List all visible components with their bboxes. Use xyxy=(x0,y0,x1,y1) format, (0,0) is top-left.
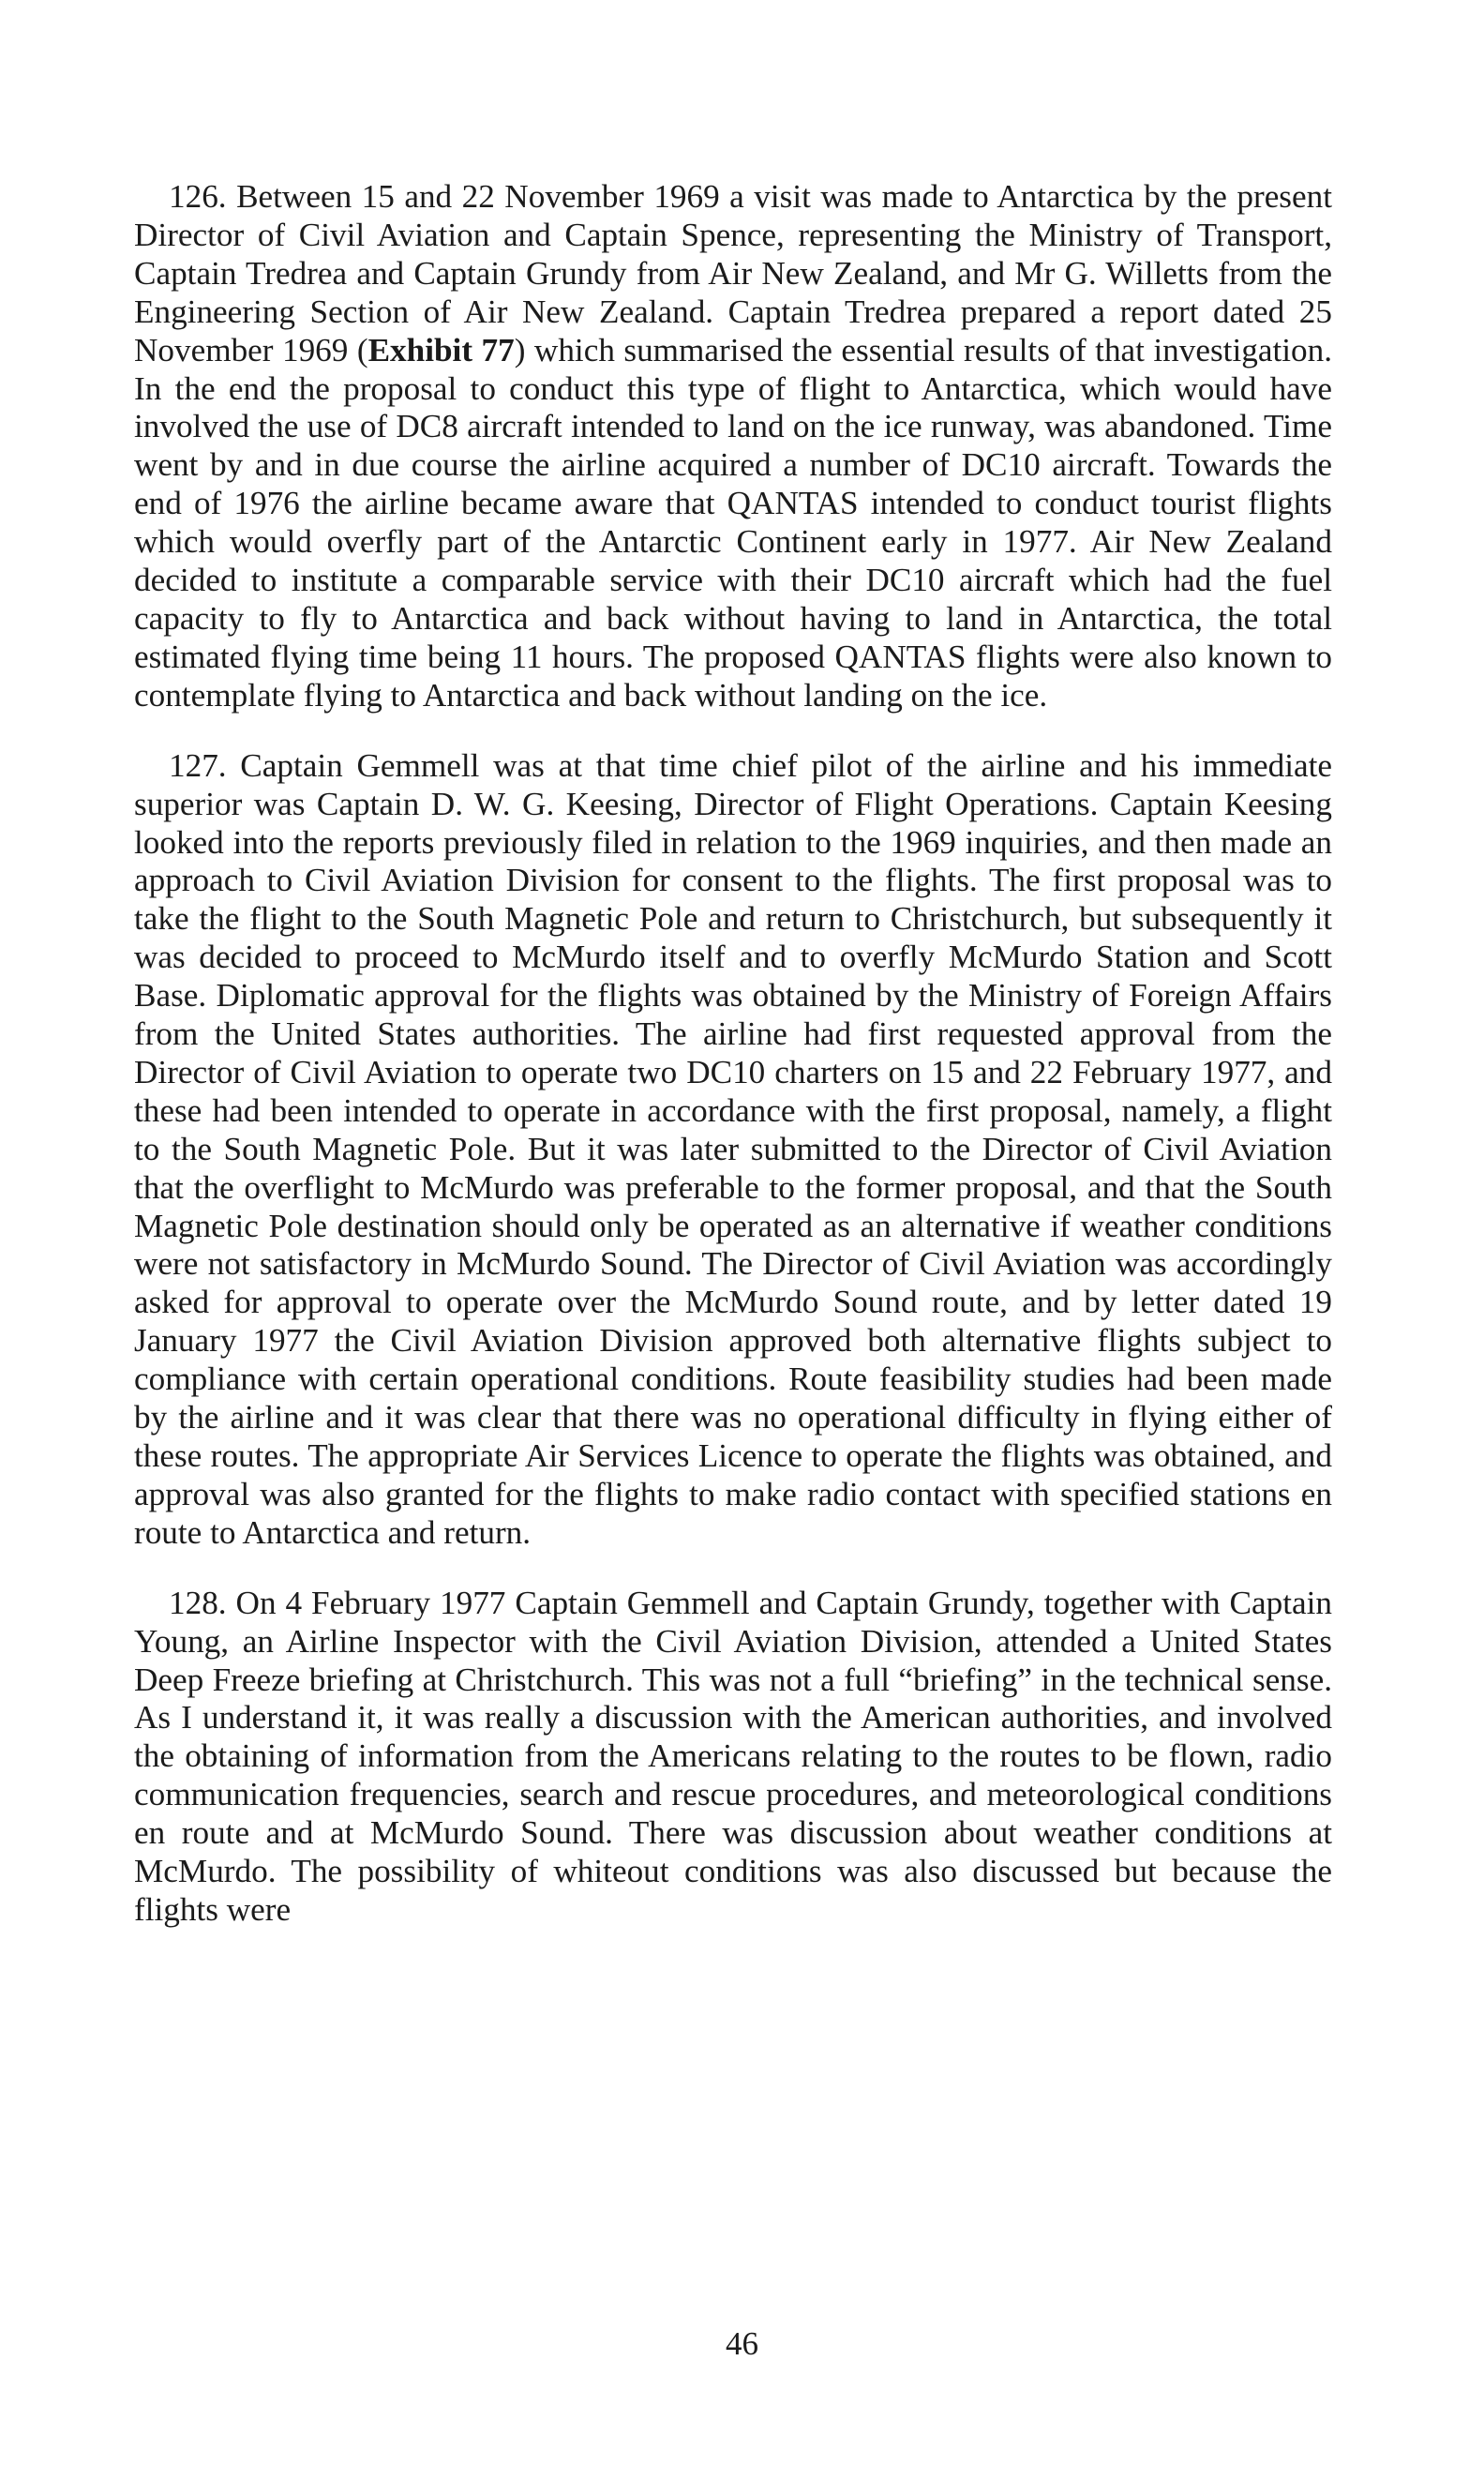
paragraph-126-text-end: ) which summarised the essential results of that investigation. In the end the proposal to conduct this type of flight to Antarctica, which would have involved the use of DC8 aircraft intended to land on the ice runway, was abandoned. Time went by and in due course the airline acquired a number of DC10 aircraft. Towards the end of 1976 the airline became aware that QANTAS intended to conduct tourist flights which would overfly part of the Antarctic Continent early in 1977. Air New Zealand decided to institute a comparable service with their DC10 aircraft which had the fuel capacity to fly to Antarctica and back without having to land in Antarctica, the total estimated flying time being 11 hours. The proposed QANTAS flights were also known to contemplate flying to Antarctica and back without landing on the ice. xyxy=(134,331,1332,714)
paragraph-126-text-start: 126. Between 15 and 22 November 1969 a visit was made to Antarctica by the present Director of Civil Aviation and Captain Spence, representing the Ministry of Transport, Captain Tredrea and Captain Grundy from Air New Zealand, and Mr G. Willetts from the Engineering Section of Air New Zealand. Captain Tredrea prepared a report dated 25 November 1969 ( xyxy=(134,178,1332,368)
paragraph-128: 128. On 4 February 1977 Captain Gemmell and Captain Grundy, together with Captain Young, an Airline Inspector with the Civil Aviation Division, attended a United States Deep Freeze briefing at Christchurch. This was not a full “briefing” in the technical sense. As I understand it, it was really a discussion with the American authorities, and involved the obtaining of information from the Americans relating to the routes to be flown, radio communication frequencies, search and rescue procedures, and meteorological conditions en route and at McMurdo Sound. There was discussion about weather conditions at McMurdo. The possibility of whiteout conditions was also discussed but because the flights were xyxy=(134,1584,1332,1928)
document-body xyxy=(134,178,1332,1962)
page-number: 46 xyxy=(726,2325,758,2362)
exhibit-reference: Exhibit 77 xyxy=(367,331,515,368)
paragraph-127: 127. Captain Gemmell was at that time chief pilot of the airline and his immediate superior was Captain D. W. G. Keesing, Director of Flight Operations. Captain Keesing looked into the reports previously filed in relation to the 1969 inquiries, and then made an approach to Civil Aviation Division for consent to the flights. The first proposal was to take the flight to the South Magnetic Pole and return to Christchurch, but subsequently it was decided to proceed to McMurdo itself and to overfly McMurdo Station and Scott Base. Diplomatic approval for the flights was obtained by the Ministry of Foreign Affairs from the United States authorities. The airline had first requested approval from the Director of Civil Aviation to operate two DC10 charters on 15 and 22 February 1977, and these had been intended to operate in accordance with the first proposal, namely, a flight to the South Magnetic Pole. But it was later submitted to the Director of Civil Aviation that the overflight to McMurdo was preferable to the former proposal, and that the South Magnetic Pole destination should only be operated as an alternative if weather conditions were not satisfactory in McMurdo Sound. The Director of Civil Aviation was accordingly asked for approval to operate over the McMurdo Sound route, and by letter dated 19 January 1977 the Civil Aviation Division approved both alternative flights subject to compliance with certain operational conditions. Route feasibility studies had been made by the airline and it was clear that there was no operational difficulty in flying either of these routes. The appropriate Air Services Licence to operate the flights was obtained, and approval was also granted for the flights to make radio contact with specified stations en route to Antarctica and return. xyxy=(134,746,1332,1551)
paragraph-126 xyxy=(134,178,1332,715)
